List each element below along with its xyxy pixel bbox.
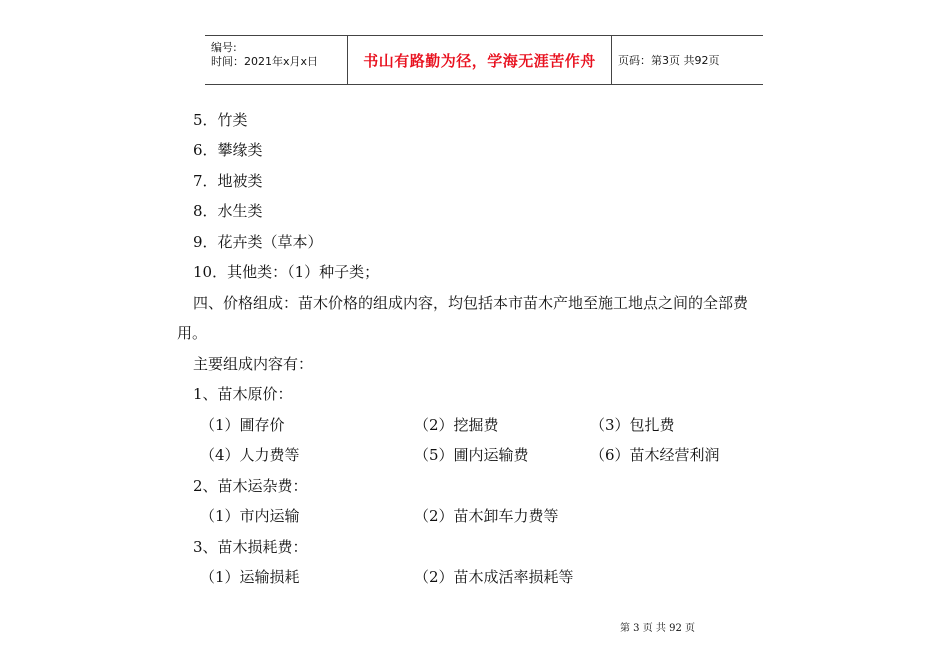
- list-item: （1）运输损耗: [200, 568, 300, 586]
- list-item: 10．其他类：（1）种子类；: [193, 263, 380, 281]
- list-item: （2）挖掘费: [414, 416, 499, 434]
- list-item: 5．竹类: [193, 111, 248, 129]
- section-heading: 2、苗木运杂费：: [193, 477, 308, 495]
- list-item: （3）包扎费: [590, 416, 675, 434]
- number-label: 编号:: [211, 41, 237, 54]
- header-meta-cell: [205, 36, 348, 84]
- header-table: [205, 35, 763, 85]
- page-info: 页码：第3页 共92页: [618, 54, 720, 67]
- list-item: （1）圃存价: [200, 416, 285, 434]
- list-item: （2）苗木卸车力费等: [414, 507, 559, 525]
- section-heading: 1、苗木原价：: [193, 385, 293, 403]
- list-item: （4）人力费等: [200, 446, 300, 464]
- list-item: （5）圃内运输费: [414, 446, 529, 464]
- paragraph-line: 四、价格组成：苗木价格的组成内容，均包括本市苗木产地至施工地点之间的全部费: [193, 294, 749, 312]
- header-page-cell: [612, 36, 763, 84]
- page-footer: 第 3 页 共 92 页: [620, 623, 695, 634]
- list-item: 7．地被类: [193, 172, 263, 190]
- list-item: 8．水生类: [193, 202, 263, 220]
- list-item: 9．花卉类（草本）: [193, 233, 323, 251]
- motto-text: 书山有路勤为径，学海无涯苦作舟: [363, 51, 596, 70]
- time-label: 时间：2021年x月x日: [211, 55, 319, 68]
- list-item: （2）苗木成活率损耗等: [414, 568, 574, 586]
- section-heading: 3、苗木损耗费：: [193, 538, 308, 556]
- list-item: 6．攀缘类: [193, 141, 263, 159]
- header-motto-cell: [348, 36, 612, 84]
- list-item: （1）市内运输: [200, 507, 300, 525]
- paragraph-line: 用。: [177, 324, 208, 342]
- paragraph-line: 主要组成内容有：: [193, 355, 314, 373]
- list-item: （6）苗木经营利润: [590, 446, 720, 464]
